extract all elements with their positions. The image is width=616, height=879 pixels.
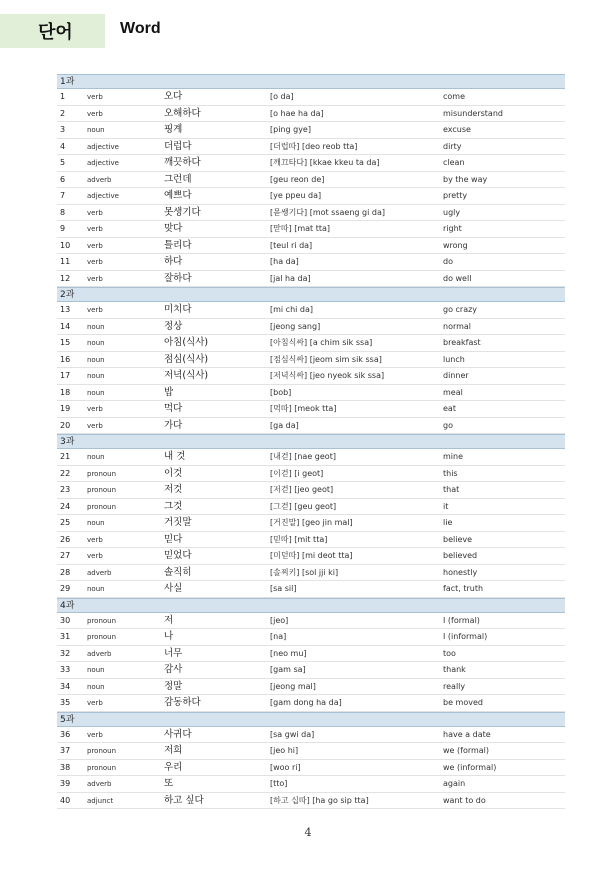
part-of-speech: adjective: [87, 159, 119, 167]
korean-word: 정상: [164, 320, 183, 332]
romanization: [teul ri da]: [270, 240, 313, 250]
part-of-speech: verb: [87, 306, 103, 314]
entry-number: 35: [60, 698, 71, 707]
entry-number: 23: [60, 485, 71, 494]
english-meaning: clean: [443, 158, 465, 167]
entry-number: 1: [60, 92, 66, 101]
entry-number: 21: [60, 452, 71, 461]
romanization: [ye ppeu da]: [270, 191, 322, 200]
english-meaning: excuse: [443, 125, 471, 134]
romanization: [gam sa]: [270, 665, 306, 674]
korean-word: 믿다: [164, 533, 183, 545]
romanization: [먹따] [meok tta]: [270, 404, 337, 413]
part-of-speech: verb: [87, 258, 103, 266]
part-of-speech: noun: [87, 322, 105, 331]
entry-number: 18: [60, 387, 71, 397]
entry-number: 13: [60, 305, 71, 314]
entry-number: 38: [60, 762, 71, 772]
korean-word: 나: [164, 631, 174, 642]
part-of-speech: noun: [87, 372, 105, 380]
english-meaning: too: [443, 648, 456, 658]
header-title-korean: 단어: [38, 22, 73, 43]
korean-word: 저것: [164, 484, 183, 495]
english-meaning: fact, truth: [443, 584, 484, 593]
part-of-speech: adverb: [87, 649, 112, 658]
korean-word: 감사: [164, 664, 183, 675]
romanization: [ping gye]: [270, 125, 311, 134]
romanization: [ga da]: [270, 420, 299, 430]
romanization: [jeong mal]: [270, 681, 316, 691]
part-of-speech: noun: [87, 126, 105, 134]
english-meaning: be moved: [443, 698, 483, 707]
romanization: [저녁식싸] [jeo nyeok sik ssa]: [270, 371, 385, 380]
entry-number: 24: [60, 501, 71, 511]
part-of-speech: verb: [87, 699, 103, 707]
korean-word: 감동하다: [164, 697, 201, 708]
romanization: [거진말] [geo jin mal]: [270, 518, 353, 527]
entry-number: 19: [60, 404, 71, 413]
romanization: [jeo hi]: [270, 746, 299, 755]
english-meaning: I (informal): [443, 632, 488, 641]
table-row: [57, 515, 565, 532]
part-of-speech: adverb: [87, 568, 112, 577]
part-of-speech: adjunct: [87, 796, 114, 805]
korean-word: 아침(식사): [164, 337, 209, 348]
korean-word: 미치다: [164, 304, 192, 315]
part-of-speech: verb: [87, 225, 103, 233]
english-meaning: thank: [443, 665, 466, 674]
korean-word: 정말: [164, 680, 183, 692]
table-row: [57, 401, 565, 418]
part-of-speech: verb: [87, 730, 103, 739]
table-row: [57, 172, 565, 189]
table-row: [57, 155, 565, 172]
romanization: [neo mu]: [270, 648, 307, 658]
part-of-speech: adjective: [87, 192, 119, 200]
part-of-speech: pronoun: [87, 616, 117, 625]
korean-word: 그것: [164, 500, 183, 512]
table-row: [57, 646, 565, 663]
romanization: [아침식싸] [a chim sik ssa]: [270, 338, 373, 347]
lesson-header: 1과: [57, 74, 565, 89]
english-meaning: meal: [443, 387, 463, 397]
korean-word: 점심(식사): [164, 353, 209, 365]
english-meaning: ugly: [443, 207, 461, 217]
romanization: [내걷] [nae geot]: [270, 452, 336, 461]
part-of-speech: noun: [87, 666, 105, 674]
vocabulary-table: [57, 74, 565, 809]
english-meaning: mine: [443, 452, 464, 461]
korean-word: 사실: [164, 583, 183, 594]
korean-word: 하고 싶다: [164, 794, 204, 806]
korean-word: 또: [164, 778, 174, 789]
romanization: [na]: [270, 632, 287, 641]
part-of-speech: noun: [87, 453, 105, 461]
part-of-speech: pronoun: [87, 763, 117, 772]
table-row: [57, 449, 565, 466]
table-row: [57, 188, 565, 205]
korean-word: 잘하다: [164, 272, 192, 284]
korean-word: 더럽다: [164, 140, 192, 152]
english-meaning: lunch: [443, 354, 465, 364]
table-row: [57, 581, 565, 598]
table-row: [57, 122, 565, 139]
english-meaning: we (informal): [443, 762, 497, 772]
korean-word: 맞다: [164, 223, 183, 234]
romanization: [tto]: [270, 779, 288, 788]
english-meaning: do well: [443, 273, 472, 283]
entry-number: 12: [60, 273, 71, 283]
table-row: [57, 565, 565, 582]
entry-number: 32: [60, 648, 71, 658]
part-of-speech: verb: [87, 109, 103, 118]
table-row: [57, 548, 565, 565]
korean-word: 밥: [164, 386, 174, 398]
lesson-header: 4과: [57, 598, 565, 613]
entry-number: 30: [60, 615, 71, 625]
part-of-speech: verb: [87, 535, 103, 544]
table-row: [57, 221, 565, 238]
english-meaning: do: [443, 257, 453, 266]
english-meaning: come: [443, 92, 466, 101]
romanization: [o da]: [270, 92, 294, 101]
korean-word: 못생기다: [164, 206, 201, 218]
romanization: [그걷] [geu geot]: [270, 501, 337, 511]
table-row: [57, 695, 565, 712]
table-row: [57, 254, 565, 271]
english-meaning: believed: [443, 551, 478, 560]
part-of-speech: pronoun: [87, 747, 117, 755]
entry-number: 17: [60, 371, 71, 380]
header-title-english: Word: [120, 20, 161, 37]
romanization: [믿따] [mit tta]: [270, 534, 328, 544]
entry-number: 8: [60, 207, 66, 217]
table-row: [57, 368, 565, 385]
english-meaning: it: [443, 501, 449, 511]
entry-number: 14: [60, 321, 71, 331]
part-of-speech: adjective: [87, 142, 119, 151]
english-meaning: normal: [443, 321, 472, 331]
entry-number: 15: [60, 338, 71, 347]
table-row: [57, 727, 565, 744]
table-row: [57, 613, 565, 630]
romanization: [jeo]: [270, 615, 289, 625]
english-meaning: want to do: [443, 795, 486, 805]
part-of-speech: adverb: [87, 780, 112, 788]
table-row: [57, 302, 565, 319]
entry-number: 33: [60, 665, 71, 674]
part-of-speech: pronoun: [87, 502, 117, 511]
romanization: [점심식싸] [jeom sim sik ssa]: [270, 354, 382, 364]
part-of-speech: verb: [87, 208, 103, 217]
table-row: [57, 205, 565, 222]
korean-word: 오해하다: [164, 107, 201, 119]
romanization: [이걷] [i geot]: [270, 468, 324, 478]
table-row: [57, 499, 565, 516]
table-row: [57, 679, 565, 696]
english-meaning: dinner: [443, 371, 469, 380]
entry-number: 36: [60, 729, 71, 739]
entry-number: 28: [60, 567, 71, 577]
romanization: [jal ha da]: [270, 273, 311, 283]
korean-word: 저희: [164, 745, 183, 756]
table-row: [57, 319, 565, 336]
korean-word: 우리: [164, 761, 183, 773]
korean-word: 이것: [164, 467, 183, 479]
part-of-speech: adverb: [87, 175, 112, 184]
english-meaning: we (formal): [443, 746, 490, 755]
romanization: [저걷] [jeo geot]: [270, 485, 334, 494]
entry-number: 5: [60, 158, 66, 167]
entry-number: 4: [60, 141, 66, 151]
english-meaning: this: [443, 468, 458, 478]
part-of-speech: noun: [87, 519, 105, 527]
table-row: [57, 662, 565, 679]
romanization: [몯쌩기다] [mot ssaeng gi da]: [270, 207, 385, 217]
entry-number: 10: [60, 240, 71, 250]
korean-word: 오다: [164, 91, 183, 102]
english-meaning: right: [443, 224, 462, 233]
english-meaning: go: [443, 420, 453, 430]
entry-number: 3: [60, 125, 66, 134]
lesson-header: 2과: [57, 287, 565, 302]
table-row: [57, 238, 565, 255]
romanization: [깨끄타다] [kkae kkeu ta da]: [270, 158, 380, 167]
table-row: [57, 482, 565, 499]
english-meaning: eat: [443, 404, 456, 413]
part-of-speech: pronoun: [87, 633, 117, 641]
entry-number: 39: [60, 779, 71, 788]
korean-word: 그런데: [164, 173, 192, 185]
korean-word: 사귀다: [164, 728, 192, 740]
romanization: [mi chi da]: [270, 305, 314, 314]
entry-number: 29: [60, 584, 71, 593]
entry-number: 31: [60, 632, 71, 641]
romanization: [하고 십따] [ha go sip tta]: [270, 795, 369, 805]
korean-word: 틀리다: [164, 239, 192, 251]
romanization: [o hae ha da]: [270, 108, 324, 118]
romanization: [ha da]: [270, 257, 299, 266]
entry-number: 9: [60, 224, 66, 233]
korean-word: 저: [164, 614, 174, 626]
entry-number: 2: [60, 108, 66, 118]
entry-number: 25: [60, 518, 71, 527]
korean-word: 핑계: [164, 124, 183, 135]
korean-word: 믿었다: [164, 550, 192, 561]
entry-number: 11: [60, 257, 71, 266]
part-of-speech: verb: [87, 274, 103, 283]
english-meaning: wrong: [443, 240, 468, 250]
table-row: [57, 352, 565, 369]
part-of-speech: verb: [87, 241, 103, 250]
romanization: [솔찌키] [sol jji ki]: [270, 567, 339, 577]
korean-word: 내 것: [164, 451, 186, 462]
romanization: [sa sil]: [270, 584, 297, 593]
korean-word: 솔직히: [164, 566, 192, 578]
romanization: [맏따] [mat tta]: [270, 224, 331, 233]
table-row: [57, 335, 565, 352]
table-row: [57, 532, 565, 549]
entry-number: 22: [60, 468, 71, 478]
entry-number: 27: [60, 551, 71, 560]
romanization: [geu reon de]: [270, 174, 325, 184]
english-meaning: again: [443, 779, 466, 788]
part-of-speech: verb: [87, 93, 103, 101]
english-meaning: pretty: [443, 191, 468, 200]
part-of-speech: pronoun: [87, 469, 117, 478]
english-meaning: dirty: [443, 141, 462, 151]
romanization: [bob]: [270, 387, 292, 397]
part-of-speech: verb: [87, 421, 103, 430]
english-meaning: go crazy: [443, 305, 478, 314]
english-meaning: really: [443, 681, 466, 691]
table-row: [57, 793, 565, 810]
romanization: [gam dong ha da]: [270, 698, 342, 707]
table-row: [57, 385, 565, 402]
english-meaning: by the way: [443, 174, 488, 184]
part-of-speech: noun: [87, 682, 105, 691]
table-row: [57, 629, 565, 646]
part-of-speech: noun: [87, 355, 105, 364]
part-of-speech: noun: [87, 585, 105, 593]
part-of-speech: pronoun: [87, 486, 117, 494]
english-meaning: that: [443, 485, 460, 494]
korean-word: 저녁(식사): [164, 370, 209, 381]
romanization: [미덛따] [mi deot tta]: [270, 551, 353, 560]
table-row: [57, 743, 565, 760]
romanization: [더럽따] [deo reob tta]: [270, 141, 358, 151]
romanization: [sa gwi da]: [270, 729, 315, 739]
table-row: [57, 106, 565, 123]
entry-number: 7: [60, 191, 66, 200]
table-row: [57, 760, 565, 777]
lesson-header: 3과: [57, 434, 565, 449]
part-of-speech: noun: [87, 339, 105, 347]
lesson-header: 5과: [57, 712, 565, 727]
romanization: [jeong sang]: [270, 321, 321, 331]
entry-number: 26: [60, 534, 71, 544]
table-row: [57, 466, 565, 483]
english-meaning: breakfast: [443, 338, 481, 347]
korean-word: 너무: [164, 647, 183, 659]
entry-number: 20: [60, 420, 71, 430]
korean-word: 먹다: [164, 403, 183, 414]
part-of-speech: verb: [87, 405, 103, 413]
korean-word: 거짓말: [164, 517, 192, 528]
part-of-speech: verb: [87, 552, 103, 560]
korean-word: 하다: [164, 256, 183, 267]
table-row: [57, 776, 565, 793]
part-of-speech: noun: [87, 388, 105, 397]
korean-word: 예쁘다: [164, 190, 192, 201]
korean-word: 깨끗하다: [164, 157, 201, 168]
korean-word: 가다: [164, 419, 183, 431]
page-number: 4: [304, 826, 312, 839]
table-row: [57, 418, 565, 435]
entry-number: 37: [60, 746, 71, 755]
english-meaning: believe: [443, 534, 473, 544]
entry-number: 6: [60, 174, 66, 184]
english-meaning: honestly: [443, 567, 478, 577]
english-meaning: have a date: [443, 729, 491, 739]
english-meaning: misunderstand: [443, 108, 503, 118]
english-meaning: lie: [443, 518, 453, 527]
table-row: [57, 89, 565, 106]
english-meaning: I (formal): [443, 615, 480, 625]
entry-number: 16: [60, 354, 71, 364]
table-row: [57, 139, 565, 156]
table-row: [57, 271, 565, 288]
entry-number: 34: [60, 681, 71, 691]
romanization: [woo ri]: [270, 762, 301, 772]
entry-number: 40: [60, 795, 71, 805]
